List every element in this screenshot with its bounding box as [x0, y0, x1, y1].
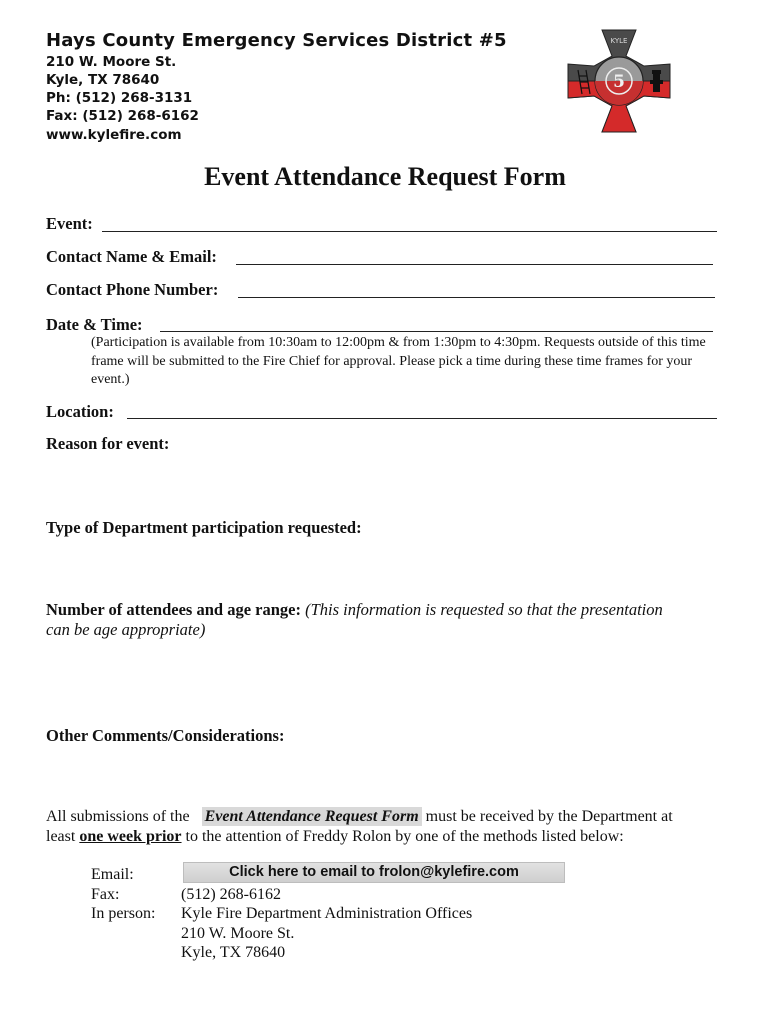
reason-label: Reason for event: [46, 434, 170, 453]
contact-name-email-label: Contact Name & Email: [46, 247, 217, 266]
date-time-input-line[interactable] [160, 331, 713, 332]
fire-department-logo [564, 26, 674, 136]
date-time-label: Date & Time: [46, 315, 143, 334]
attendees-label [46, 600, 663, 620]
form-name-highlight: Event Attendance Request Form [202, 807, 422, 826]
submission-line-2 [46, 828, 624, 846]
fax-method-value: (512) 268-6162 [181, 886, 281, 903]
contact-phone-input-line[interactable] [238, 297, 715, 298]
org-website: www.kylefire.com [46, 127, 182, 143]
date-time-note: (Participation is available from 10:30am to 12:00pm & from 1:30pm to 4:30pm. Requests outside of this time frame will be submitted to the Fire Chief for approval. Please pick a time during these time frames for your event.) [91, 335, 706, 387]
org-address-street: 210 W. Moore St. [46, 54, 177, 70]
attendees-label-text: Number of attendees and age range: [46, 600, 301, 619]
org-phone: Ph: (512) 268-3131 [46, 90, 193, 106]
submission-text: must be received by the Department at [425, 808, 673, 825]
event-label: Event: [46, 214, 93, 233]
fax-method-label: Fax: [91, 886, 120, 903]
comments-label: Other Comments/Considerations: [46, 726, 285, 745]
submission-text: All submissions of the [46, 808, 190, 825]
logo-number: 5 [613, 72, 625, 92]
form-title: Event Attendance Request Form [204, 162, 566, 191]
in-person-line-3: Kyle, TX 78640 [181, 944, 286, 961]
org-address-city: Kyle, TX 78640 [46, 72, 160, 88]
contact-phone-label: Contact Phone Number: [46, 280, 219, 299]
participation-type-label: Type of Department participation requested: [46, 518, 362, 537]
email-method-label: Email: [91, 866, 134, 883]
org-name: Hays County Emergency Services District #5 [46, 30, 507, 51]
in-person-line-2: 210 W. Moore St. [181, 925, 295, 942]
submission-line-1 [46, 808, 673, 826]
in-person-line-1: Kyle Fire Department Administration Offices [181, 905, 473, 922]
event-input-line[interactable] [102, 231, 717, 232]
deadline-emphasis: one week prior [79, 828, 182, 845]
email-link-button[interactable]: Click here to email to frolon@kylefire.com [183, 862, 565, 883]
logo-ring-text: KYLE [610, 37, 628, 45]
org-fax: Fax: (512) 268-6162 [46, 108, 199, 124]
attendees-note-continued: can be age appropriate) [46, 620, 206, 639]
in-person-method-label: In person: [91, 905, 156, 922]
submission-text: to the attention of Freddy Rolon by one of the methods listed below: [185, 828, 624, 845]
contact-name-email-input-line[interactable] [236, 264, 713, 265]
submission-text: least [46, 828, 76, 845]
attendees-note: (This information is requested so that the presentation [305, 600, 663, 619]
location-input-line[interactable] [127, 418, 717, 419]
location-label: Location: [46, 402, 114, 421]
